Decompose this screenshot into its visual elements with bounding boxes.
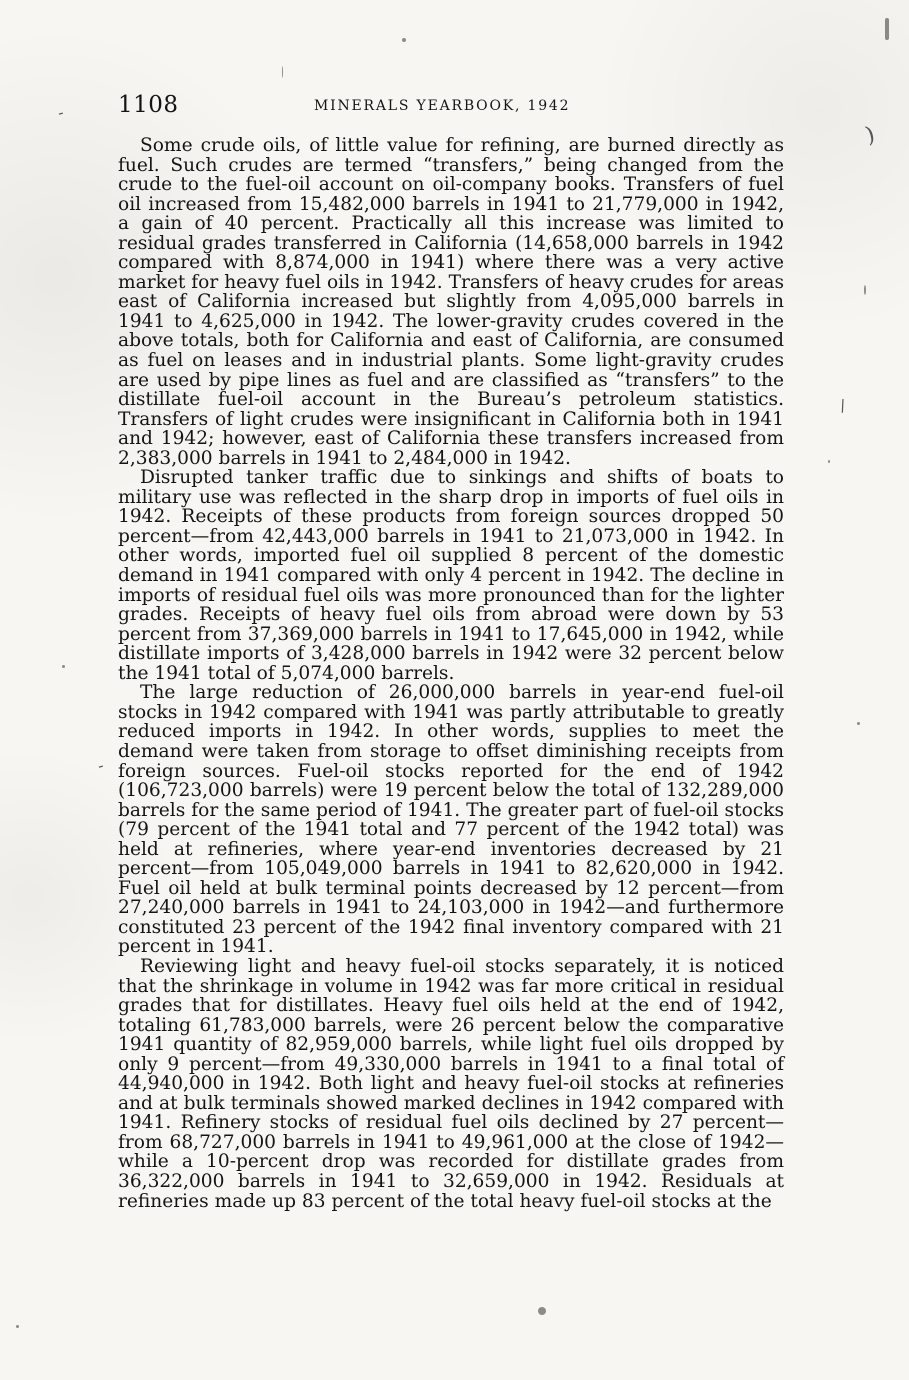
margin-mark: - (95, 755, 106, 776)
scan-speck (828, 460, 830, 463)
paragraph-light-heavy-stocks: Reviewing light and heavy fuel-oil stocks separately, it is noticed that the shrinkage in volume in 1942 was far more critical in residual grades that for distillates. Heavy fuel oils held at the end of 1942, totaling 61,783,000 barrels, were 26 percent below the comparative 1941 quantity of 82,959,000 barrels, while light fuel oils dropped by only 9 percent—from 49,330,000 barrels in 1941 to a final total of 44,940,000 in 1942. Both light and heavy fuel-oil stocks at refineries and at bulk terminals showed marked declines in 1942 compared with 1941. Refinery stocks of residual fuel oils declined by 27 percent—from 68,727,000 barrels in 1941 to 49,961,000 at the close of 1942—while a 10-percent drop was recorded for distillate grades from 36,322,000 barrels in 1941 to 32,659,000 in 1942. Residuals at refineries made up 83 percent of the total heavy fuel-oil stocks at the (118, 955, 784, 1212)
scan-speck (62, 665, 65, 668)
scan-speck (16, 1325, 19, 1328)
body-text (118, 136, 784, 1211)
paragraph-transfers: Some crude oils, of little value for refining, are burned directly as fuel. Such crudes are termed “transfers,” being changed from the crude to the fuel-oil account on oil-company books. Transfers of fuel oil increased from 15,482,000 barrels in 1941 to 21,779,000 in 1942, a gain of 40 percent. Practically all this increase was limited to residual grades transferred in California (14,658,000 barrels in 1942 compared with 8,874,000 in 1941) where there was a very active market for heavy fuel oils in 1942. Transfers of heavy crudes for areas east of California increased but slightly from 4,095,000 barrels in 1941 to 4,625,000 in 1942. The lower-gravity crudes covered in the above totals, both for California and east of California, are consumed as fuel on leases and in industrial plants. Some light-gravity crudes are used by pipe lines as fuel and are classified as “transfers” to the distillate fuel-oil account in the Bureau’s petroleum statistics. Transfers of light crudes were insignificant in California both in 1941 and 1942; however, east of California these transfers increased from 2,383,000 barrels in 1941 to 2,484,000 in 1942. (118, 135, 784, 469)
scan-speck (402, 38, 406, 42)
page-header (118, 92, 788, 122)
scan-speck (282, 66, 283, 78)
margin-mark: ) (862, 122, 878, 149)
scan-speck (885, 18, 889, 40)
running-title: MINERALS YEARBOOK, 1942 (314, 98, 571, 114)
page-number: 1108 (118, 92, 179, 118)
paragraph-stocks: The large reduction of 26,000,000 barrels in year-end fuel-oil stocks in 1942 compared with 1941 was partly attributable to greatly reduced imports in 1942. In other words, supplies to meet the demand were taken from storage to offset diminishing receipts from foreign sources. Fuel-oil stocks reported for the end of 1942 (106,723,000 barrels) were 19 percent below the total of 132,289,000 barrels for the same period of 1941. The greater part of fuel-oil stocks (79 percent of the 1941 total and 77 percent of the 1942 total) was held at refineries, where year-end inventories decreased by 21 percent—from 105,049,000 barrels in 1941 to 82,620,000 in 1942. Fuel oil held at bulk terminal points decreased by 12 percent—from 27,240,000 barrels in 1941 to 24,103,000 in 1942—and furthermore constituted 23 percent of the 1942 final inventory compared with 21 percent in 1941. (118, 682, 784, 958)
margin-mark: / (837, 395, 848, 416)
margin-mark: - (55, 102, 66, 123)
scan-speck (857, 722, 860, 725)
scan-speck (864, 285, 866, 295)
paragraph-imports: Disrupted tanker traffic due to sinkings and shifts of boats to military use was reflected in the sharp drop in imports of fuel oils in 1942. Receipts of these products from foreign sources dropped 50 percent—from 42,443,000 barrels in 1941 to 21,073,000 in 1942. In other words, imported fuel oil supplied 8 percent of the domestic demand in 1941 compared with only 4 percent in 1942. The decline in imports of residual fuel oils was more pronounced than for the lighter grades. Receipts of heavy fuel oils from abroad were down by 53 percent from 37,369,000 barrels in 1941 to 17,645,000 in 1942, while distillate imports of 3,428,000 barrels in 1942 were 32 percent below the 1941 total of 5,074,000 barrels. (118, 467, 784, 684)
scan-speck (538, 1307, 546, 1315)
